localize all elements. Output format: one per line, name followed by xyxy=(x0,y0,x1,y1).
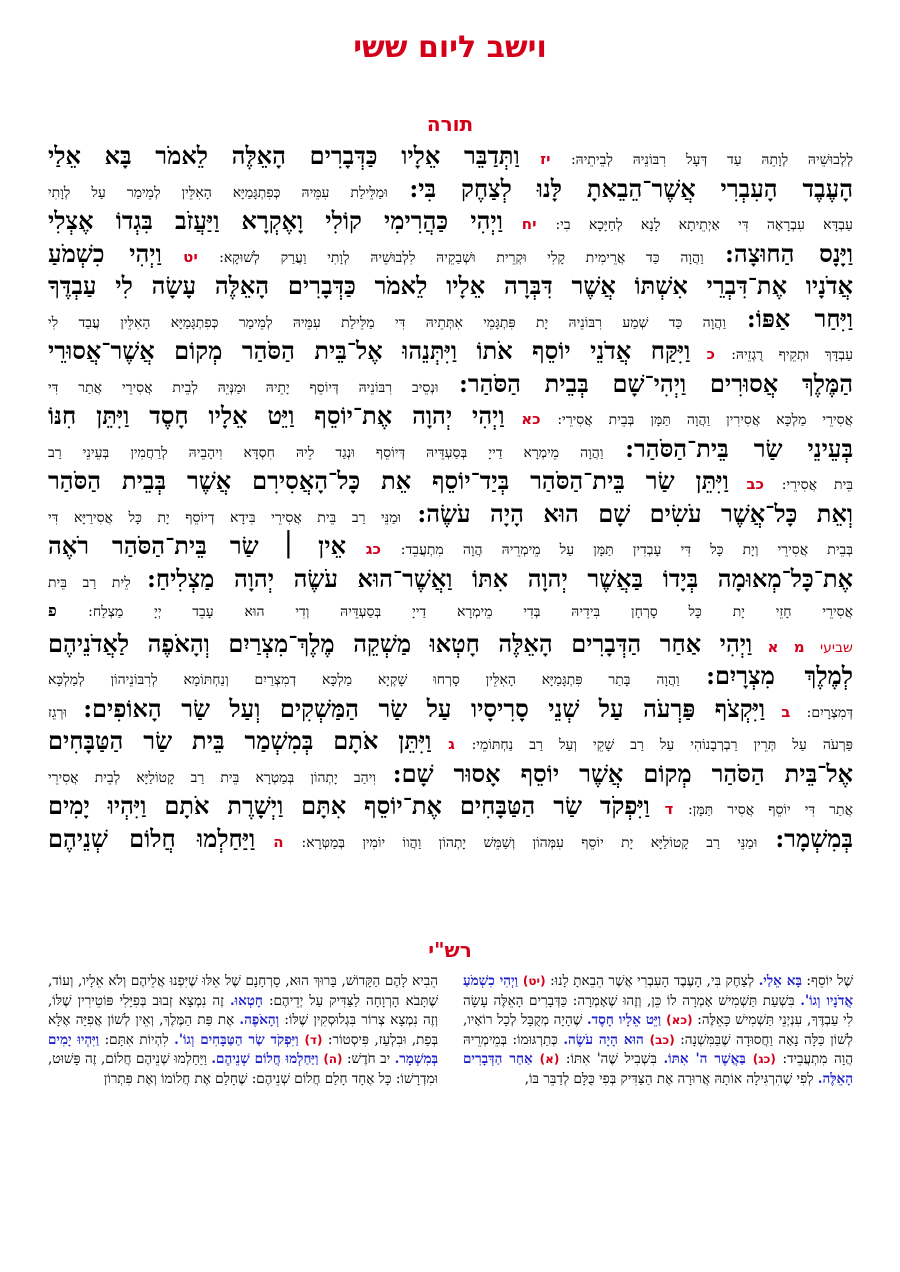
rashi-column-left xyxy=(48,972,438,1089)
torah-line xyxy=(48,368,853,401)
targum-text: אֲסִירֵי מַלְכָּא אֲסִירִין וַהֲוָה תַּמָּן בְּבֵית אֲסִירֵי: xyxy=(557,412,853,428)
verse-number: כ xyxy=(706,345,715,363)
rashi-verse-ref: (כא) xyxy=(666,1013,693,1027)
torah-line xyxy=(48,270,853,303)
targum-text: וּנְסֵיב רִבּוֹנֵיהּ דְּיוֹסֵף יָתֵיהּ וּמַנְּיֵהּ לְבֵית אֲסִירֵי אֲתַר דִּי xyxy=(48,379,439,396)
torah-line xyxy=(48,465,853,498)
rashi-heading-phrase: וַיִּפְקֹד שַׂר הַטַּבָּחִים וְגוֹ'. xyxy=(174,1031,305,1048)
targum-text: אֲסִירֵי חָזֵי יָת כָּל סָרְחָן בִּידֵיהּ בְּדִי מֵימְרָא דַייָ בְּסַעְדֵּיהּ וְדִי הוּא עָבֵד יְיָ מַצְלַח: xyxy=(88,604,853,620)
rashi-heading-phrase: וַיַּחַלְמוּ חֲלוֹם שְׁנֵיהֶם. xyxy=(211,1051,324,1067)
rashi-heading: רש"י xyxy=(428,938,472,962)
verse-text: הַמֶּלֶךְ אֲסוּרִים וַיְהִי־שָׁם בְּבֵית הַסֹּהַר: xyxy=(458,368,853,398)
torah-line xyxy=(48,790,853,823)
rashi-text: שֶׁהָיָה מְקֻבָּל לְכָל רוֹאָיו, לְשׁוֹן כַּלָּה נָאָה וַחֲסוּדָה שֶׁבַּמִּשְׁנָה: xyxy=(463,1012,853,1048)
verse-text: וַיִּתֵּן שַׂר בֵּית־הַסֹּהַר בְּיַד־יוֹסֵף אֵת כָּל־הָאֲסִירִם אֲשֶׁר בְּבֵית הַסֹּהַר xyxy=(48,466,729,495)
torah-line xyxy=(48,335,853,368)
verse-text: וַיִּפְקֹד שַׂר הַטַּבָּחִים אֶת־יוֹסֵף אִתָּם וַיְשָׁרֶת אֹתָם וַיִּהְיוּ יָמִים xyxy=(48,791,650,820)
petucha-marker: פ xyxy=(48,601,57,620)
rashi-text: לִהְיוֹת אִתָּם: xyxy=(99,1031,175,1048)
verse-number: יט xyxy=(183,247,198,266)
verse-text: בְּמִשְׁמָר: xyxy=(775,823,853,853)
aliyah-marker: שביעי xyxy=(819,639,853,656)
rashi-verse-ref: (יט) xyxy=(522,974,546,988)
verse-text: וַיְהִי יְהוָה אֶת־יוֹסֵף וַיֵּט אֵלָיו חָסֶד וַיִּתֵּן חִנּוֹ xyxy=(48,401,505,430)
rashi-text: לְפִי שֶׁהִרְגִּילָה אוֹתָהּ אֲרוּרָה אֶת הַצַּדִּיק בְּפִי כֻּלָּם לְדַבֵּר בּוֹ, xyxy=(524,1070,818,1087)
verse-text: וַיִּחַר אַפּוֹ: xyxy=(746,303,853,333)
verse-number: ד xyxy=(664,800,674,818)
torah-line xyxy=(48,238,853,271)
targum-text: וּמַנֵּי רַב בֵּית אֲסִירֵי בִּידָא דְיוֹסֵף יָת כָּל אֲסִירַיָּא דִּי xyxy=(48,509,402,526)
verse-number: כב xyxy=(746,475,765,493)
verse-text: וַיְהִי כִשְׁמֹעַ xyxy=(48,238,162,268)
verse-text: הָעֶבֶד הָעִבְרִי אֲשֶׁר־הֵבֵאתָ לָּנוּ לְצַחֶק בִּי: xyxy=(409,173,853,203)
verse-text: וְאֵת כָּל־אֲשֶׁר עֹשִׂים שָׁם הוּא הָיָה עֹשֶׂה: xyxy=(417,498,853,528)
rashi-commentary xyxy=(48,972,853,1212)
verse-number: מ א xyxy=(767,637,805,656)
verse-text: וַיִּקְצֹף פַּרְעֹה עַל שְׁנֵי סָרִיסָיו עַל שַׂר הַמַּשְׁקִים וְעַל שַׂר הָאוֹפִים: xyxy=(83,693,766,723)
targum-text: וַהֲוָה בָּתַר פִּתְגָּמַיָּא הָאִלֵּין סָרְחוּ שָׁקְיָא מַלְכָּא דְמִצְרַיִם וְנַחְתּוֹמָא לְרִבּוֹנֵיהוֹן לְמַלְכָּא xyxy=(48,672,680,688)
torah-line xyxy=(48,628,853,661)
targum-text: בֵּית אֲסִירֵי: xyxy=(781,477,853,493)
rashi-heading-phrase: וַיְהִי כִשְׁמֹעַ אֲדֹנָיו וְגוֹ'. xyxy=(463,973,853,1009)
rashi-text: זֶה נִמְצָא זְבוּב בְּפִיָּלִי פּוֹטֵירִין שֶׁלּוֹ, וְזֶה נִמְצָא צְרוֹר בִּגְלוּסְקִין שֶׁלּוֹ: xyxy=(48,992,438,1028)
rashi-text: יב חֹדֶשׁ: xyxy=(342,1051,395,1067)
rashi-heading-phrase: וַיֵּט אֵלָיו חָסֶד. xyxy=(586,1012,667,1028)
targum-text: וּמַנֵּי רַב קָטוֹלַיָּא יָת יוֹסֵף עִמְּהוֹן וְשַׁמֵּשׁ יָתְהוֹן וַהֲווֹ יוֹמִין בְּמַטְּרָא: xyxy=(301,834,758,851)
verse-number: יח xyxy=(521,215,537,233)
rashi-heading-phrase: בַּאֲשֶׁר ה' אִתּוֹ. xyxy=(663,1051,753,1067)
targum-text: בְּבֵית אֲסִירֵי וְיָת כָּל דִּי עָבְדִין תַּמָּן עַל מֵימְרֵיהּ הֲוָה מִתְעֲבֵד: xyxy=(400,542,853,558)
torah-line xyxy=(48,758,853,791)
torah-line xyxy=(48,140,853,173)
rashi-heading-phrase: וְהָאֹפֶה. xyxy=(239,1012,280,1028)
verse-number: ג xyxy=(448,735,455,753)
targum-text: וּמַלֵּילַת עִמֵּיהּ כְּפִתְגָּמַיָּא הָאִלֵּין לְמֵימַר עַל לְוָתִי xyxy=(48,184,388,201)
verse-text: אֶת־כָּל־מְאוּמָה בְּיָדוֹ בַּאֲשֶׁר יְהוָה אִתּוֹ וַאֲשֶׁר־הוּא עֹשֶׂה יְהוָה מַצְלִיחַ: xyxy=(147,563,853,593)
torah-line xyxy=(48,173,853,206)
targum-text: וַהֲוָה כַּד שְׁמַע רִבּוֹנֵיהּ יָת פִּתְגָּמֵי אִתְּתֵיהּ דִּי מַלֵּילַת עִמֵּיהּ לְמֵימַר כְּפִתְגָּמַיָּא הָאִלֵּין עֲבַד לִי xyxy=(48,314,726,331)
verse-text: וַיָּנָס הַחוּצָה: xyxy=(725,238,853,268)
rashi-verse-ref: (ד) xyxy=(304,1032,323,1047)
verse-text: וַיִּקַּח אֲדֹנֵי יוֹסֵף אֹתוֹ וַיִּתְּנֵהוּ אֶל־בֵּית הַסֹּהַר מְקוֹם אֲשֶׁר־אֲסוּרֵי xyxy=(48,336,691,365)
rashi-verse-ref: (ה) xyxy=(323,1052,343,1066)
torah-line xyxy=(48,205,853,238)
verse-text: אֶל־בֵּית הַסֹּהַר מְקוֹם אֲשֶׁר יוֹסֵף אָסוּר שָׁם: xyxy=(392,758,853,788)
torah-line xyxy=(48,498,853,531)
verse-text: וַיַּחַלְמוּ חֲלוֹם שְׁנֵיהֶם xyxy=(48,823,256,853)
rashi-text: כְּתַרְגּוּמוֹ: בְּמֵימְרֵיהּ הֲוָה מִתְעֲבֵיד: xyxy=(463,1031,853,1067)
torah-line xyxy=(48,563,853,596)
targum-text: לֵית רַב בֵּית xyxy=(48,574,131,591)
verse-text: אֲדֹנָיו אֶת־דִּבְרֵי אִשְׁתּוֹ אֲשֶׁר דִּבְּרָה אֵלָיו לֵאמֹר כַּדְּבָרִים הָאֵלֶּה עָשָׂה לִי עַבְדֶּךָ xyxy=(48,271,853,300)
rashi-text: וַיַּחַלְמוּ שְׁנֵיהֶם חֲלוֹם, זֶה פָּשׁוּט, וּמִדְרָשׁוֹ: כָּל אֶחָד חָלַם חֲלוֹם שְׁנֵיהֶם: שֶׁחָלַם אֶת חֲלוֹמוֹ וְאֶת פִּתְרוֹן xyxy=(48,1051,438,1087)
targum-text: עַבְדָּךְ וּתְקֵיף רֻגְזֵיהּ: xyxy=(731,347,853,363)
targum-text: עַבְדָּא עִבְרָאָה דִּי אַיְתֵיתָא לָנָא לְחַיָּכָא בִי: xyxy=(555,217,853,233)
verse-number: יז xyxy=(540,150,551,168)
torah-line xyxy=(48,725,853,758)
torah-line xyxy=(48,693,853,726)
targum-text: וִיהַב יָתְהוֹן בְּמַטְרָא בֵּית רַב קָטוֹלַיָּא לְבֵית אֲסִירֵי xyxy=(48,769,376,786)
rashi-text: לְצַחֶק בִּי, הָעֶבֶד הָעִבְרִי אֲשֶׁר הֵבֵאתָ לָנוּ: xyxy=(545,973,759,989)
verse-text: וַיְהִי אַחַר הַדְּבָרִים הָאֵלֶּה חָטְאוּ מַשְׁקֵה מֶלֶךְ־מִצְרַיִם וְהָאֹפֶה לַאֲדֹנֵיהֶם xyxy=(48,628,753,658)
rashi-column-right xyxy=(463,972,853,1089)
rashi-text: שֶׁל יוֹסֵף: xyxy=(801,973,854,989)
targum-text: וּרְגֵז xyxy=(48,704,67,721)
verse-number: ה xyxy=(273,832,284,851)
verse-number: כא xyxy=(521,410,541,428)
torah-heading: תורה xyxy=(426,112,474,136)
rashi-heading-phrase: בָּא אֵלַי. xyxy=(758,973,802,989)
verse-number: ב xyxy=(781,702,791,721)
verse-text: וַתְּדַבֵּר אֵלָיו כַּדְּבָרִים הָאֵלֶּה לֵאמֹר בָּא אֵלַי xyxy=(48,141,520,170)
torah-line xyxy=(48,400,853,433)
rashi-heading-phrase: אַחַר הַדְּבָרִים הָאֵלֶּה. xyxy=(463,1051,853,1087)
torah-line xyxy=(48,660,853,693)
targum-text: וַהֲוָה מֵימְרָא דַייָ בְּסַעְדֵּיהּ דְּיוֹסֵף וּנְגַד לֵיהּ חִסְדָּא וִיהָבֵיהּ לְרַחֲמִין בְּעֵינֵי רַב xyxy=(48,444,604,461)
rashi-heading-phrase: חָטְאוּ. xyxy=(229,992,263,1009)
rashi-text: אֶת פַּת הַמֶּלֶךְ, וְאֵין לְשׁוֹן אֲפִיָּה אֶלָּא בְּפַת, וּבִלְעַז, פִּיסְטוֹר: xyxy=(48,1012,438,1048)
targum-text: דְּמִצְרָיִם: xyxy=(806,704,853,721)
torah-line xyxy=(48,530,853,563)
rashi-heading-phrase: הוּא הָיָה עֹשֶׂה. xyxy=(563,1031,650,1048)
rashi-text: בִּשְׁבִיל שֶׁה' אִתּוֹ: xyxy=(559,1051,664,1067)
verse-text: לְמֶלֶךְ מִצְרָיִם: xyxy=(706,661,853,690)
rashi-heading-phrase: וַיִּהְיוּ יָמִים בְּמִשְׁמָר. xyxy=(48,1031,438,1067)
torah-line xyxy=(48,303,853,336)
torah-line xyxy=(48,433,853,466)
verse-text: בְּעֵינֵי שַׂר בֵּית־הַסֹּהַר: xyxy=(625,433,853,463)
targum-text: פַּרְעֹה עַל תְּרֵין רַבְרְבָנוֹהִי עַל רַב שָׁקֵי וְעַל רַב נַחְתּוֹמֵי: xyxy=(471,737,853,753)
torah-line xyxy=(48,595,853,628)
rashi-verse-ref: (כב) xyxy=(649,1032,675,1047)
torah-text xyxy=(48,140,853,855)
rashi-verse-ref: (כג) xyxy=(752,1052,776,1066)
verse-text: וַיְהִי כַּהֲרִימִי קוֹלִי וָאֶקְרָא וַיַּעֲזֹב בִּגְדוֹ אֶצְלִי xyxy=(48,206,503,235)
verse-number: כג xyxy=(365,540,381,558)
page-title: וישב ליום ששי xyxy=(353,30,547,65)
verse-text: וַיִּתֵּן אֹתָם בְּמִשְׁמַר בֵּית שַׂר הַטַּבָּחִים xyxy=(48,726,432,755)
targum-text: לְלְבוּשֵׁיהּ לְוָתֵהּ עַד דְּעָל רִבּוֹנֵיהּ לְבֵיתֵיהּ: xyxy=(570,152,853,168)
verse-text: אֵין ׀ שַׂר בֵּית־הַסֹּהַר רֹאֶה xyxy=(48,531,346,560)
targum-text: אֲתַר דִּי יוֹסֵף אֲסִיר תַּמָּן: xyxy=(688,802,853,818)
targum-text: וַהֲוָה כַּד אֲרֵימִית קָלִי וּקְרֵית וּשְׁבַקֵיהּ לִלְבוּשֵׁיהּ לְוָתִי וַעֲרַק לְשׁוּקָא: xyxy=(219,249,704,266)
torah-line xyxy=(48,823,853,856)
rashi-text: הֵבִיא לָהֶם הַקָּדוֹשׁ, בָּרוּךְ הוּא, סָרְחָנָם שֶׁל אֵלּוּ שֶׁיִּפְנוּ אֲלֵיהֶם וְלֹא אֵלָיו, וְעוֹד, שֶׁתָּבֹא הָרְוָחָה לַצַּדִּיק עַל יְדֵיהֶם: xyxy=(48,973,438,1009)
rashi-text: בִּשְׁעַת תַּשְׁמִישׁ אָמְרָה לוֹ כֵּן, וְזֶהוּ שֶׁאָמְרָה: כַּדְּבָרִים הָאֵלֶּה עָשָׂה לִי עַבְדֶּךָ, עִנְיְנֵי תַּשְׁמִישׁ כָּאֵלֶּה: xyxy=(463,992,854,1028)
rashi-verse-ref: (א) xyxy=(539,1052,560,1066)
